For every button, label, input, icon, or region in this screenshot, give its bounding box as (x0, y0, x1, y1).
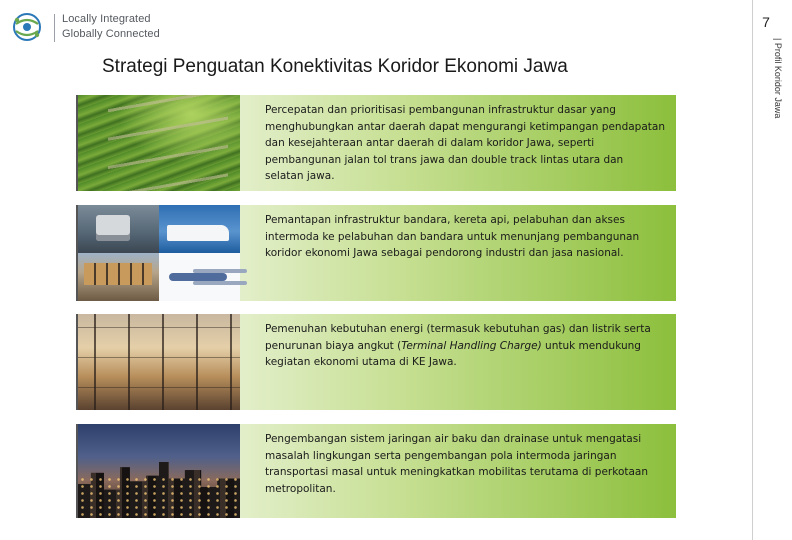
strategy-text-3-italic: Terminal Handling Charge) (401, 339, 542, 352)
section-side-label (771, 38, 785, 148)
ship-photo (159, 205, 240, 253)
slide-title: Strategi Penguatan Konektivitas Koridor Ekonomi Jawa (102, 56, 568, 77)
photo-tower-detail (78, 314, 240, 410)
power-substation-photo (76, 314, 240, 410)
logo (10, 10, 160, 46)
terraced-hills-road-photo (76, 95, 240, 191)
logo-text-line1: Locally Integrated (62, 13, 151, 25)
strategy-panel-3 (70, 314, 676, 410)
logo-text-line2: Globally Connected (62, 28, 160, 40)
globe-network-icon (10, 10, 44, 44)
page-number: 7 (762, 14, 770, 30)
side-divider (752, 0, 753, 540)
transport-collage-photo (76, 205, 240, 301)
train-photo (78, 253, 159, 301)
strategy-panel-1 (70, 95, 676, 191)
strategy-text-4: Pengembangan sistem jaringan air baku dan drainase untuk mengatasi masalah lingkungan serta pengembangan pola intermoda jaringan transportasi masal untuk meningkatkan mobilitas terutama di perkotaan metropolitan. (265, 433, 649, 495)
city-skyline-dusk-photo (76, 424, 240, 518)
airplane-photo (159, 253, 240, 301)
bus-photo (78, 205, 159, 253)
strategy-text-3 (265, 321, 665, 371)
strategy-text-2: Pemantapan infrastruktur bandara, kereta api, pelabuhan dan akses intermoda ke pelabuhan dan bandara untuk menunjang pembangunan koridor ekonomi Jawa sebagai pendorong industri dan jasa nasional. (265, 214, 640, 259)
strategy-text-1: Percepatan dan prioritisasi pembangunan infrastruktur dasar yang menghubungkan antar daerah dapat mengurangi ketimpangan pendapatan dan kesejahteraan antar daerah di dalam koridor Jawa, seperti pembangunan jalan tol trans jawa dan double track lintas utara dan selatan jawa. (265, 104, 665, 182)
photo-city-lights (78, 476, 240, 518)
strategy-panel-2 (70, 205, 676, 301)
strategy-panel-4 (70, 424, 676, 518)
strategy-text-3-part2: untuk mendukung kegiatan ekonomi utama di KE Jawa. (265, 339, 641, 368)
section-side-label-text: | Profil Koridor Jawa (773, 38, 783, 119)
logo-separator (54, 14, 55, 42)
photo-road-detail (108, 95, 228, 191)
strategy-text-3-part1: Pemenuhan kebutuhan energi (termasuk kebutuhan gas) dan listrik serta penurunan biaya angkut ( (265, 323, 651, 352)
